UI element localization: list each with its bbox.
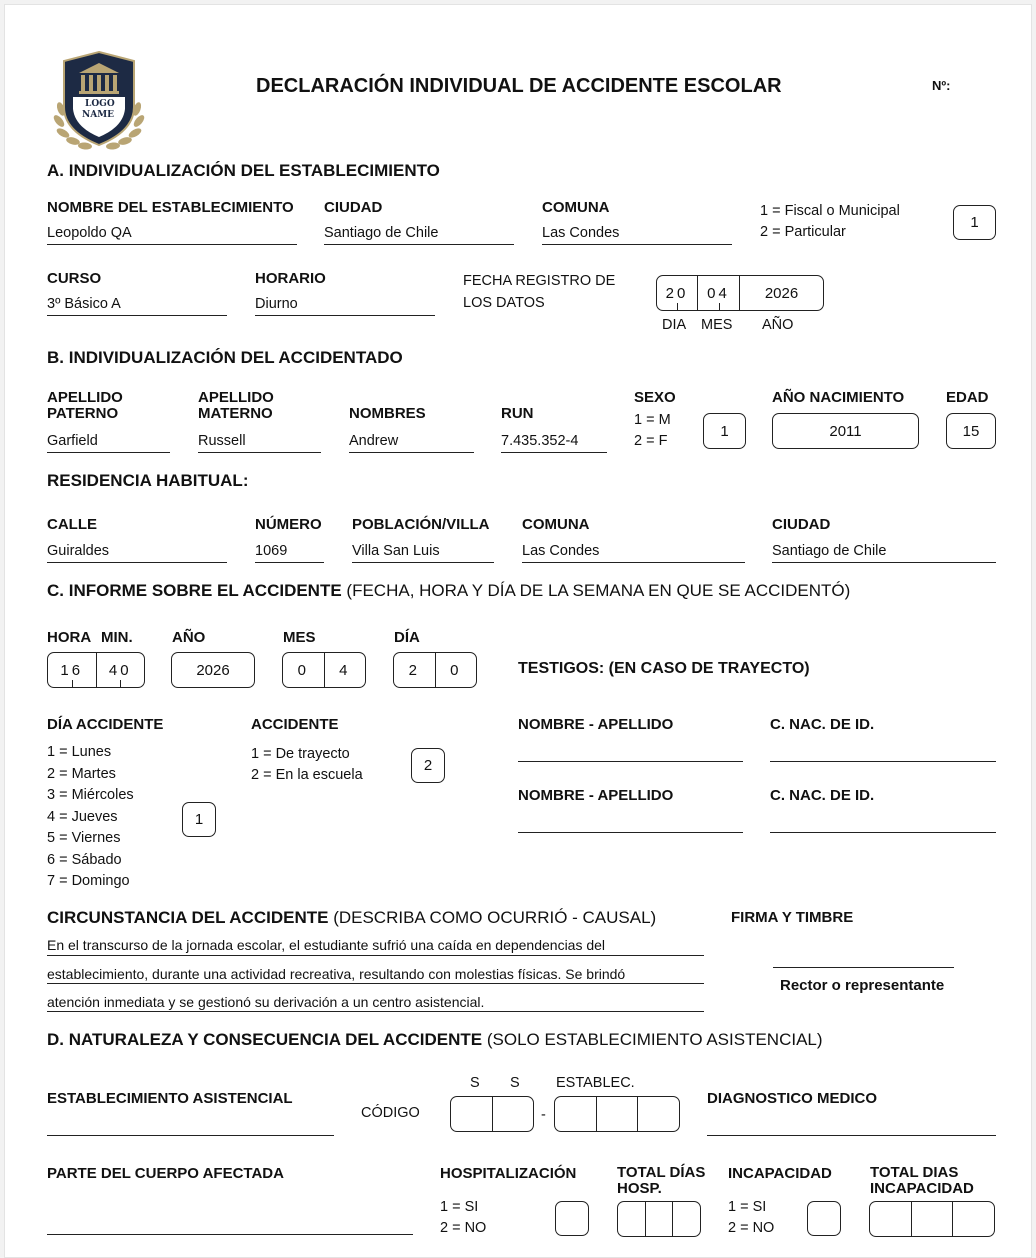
sex-box[interactable]: 1 — [703, 413, 746, 449]
weekday-3: 3 = Miércoles — [47, 787, 134, 803]
schedule-underline — [255, 315, 435, 316]
code-s1-caption: S — [470, 1075, 480, 1091]
weekday-6: 6 = Sábado — [47, 851, 122, 868]
code-dash: - — [541, 1107, 546, 1123]
accident-day-box[interactable]: 1 — [182, 802, 216, 837]
circumstance-title-note: (DESCRIBA COMO OCURRIÓ - CAUSAL) — [333, 908, 657, 927]
code-ss-box — [450, 1096, 534, 1132]
maternal-field[interactable]: Russell — [198, 433, 246, 449]
section-c-title-note: (FECHA, HORA Y DÍA DE LA SEMANA EN QUE SE ACCIDENTÓ) — [346, 581, 851, 600]
total-hosp-digit-2[interactable] — [645, 1202, 673, 1236]
course-field[interactable]: 3º Básico A — [47, 296, 121, 312]
code-s1-field[interactable] — [451, 1097, 492, 1131]
circumstance-underline-2 — [47, 983, 704, 984]
facility-line[interactable] — [47, 1135, 334, 1136]
code-estab-box — [554, 1096, 680, 1132]
commune-field[interactable]: Las Condes — [542, 225, 620, 241]
total-inc-label-2: INCAPACIDAD — [870, 1180, 974, 1197]
sex-option-1: 1 = M — [634, 412, 671, 428]
section-c-title-main: C. INFORME SOBRE EL ACCIDENTE — [47, 581, 342, 600]
weekday-1: 1 = Lunes — [47, 744, 112, 760]
body-part-label: PARTE DEL CUERPO AFECTADA — [47, 1165, 284, 1182]
birth-year-box[interactable]: 2011 — [772, 413, 919, 449]
total-hosp-digit-3[interactable] — [672, 1202, 700, 1236]
maternal-label-1: APELLIDO — [198, 389, 274, 406]
circumstance-title-main: CIRCUNSTANCIA DEL ACCIDENTE — [47, 908, 329, 927]
witnesses-title: TESTIGOS: (EN CASO DE TRAYECTO) — [518, 660, 810, 677]
village-underline — [352, 562, 494, 563]
circumstance-line-1[interactable]: En el transcurso de la jornada escolar, el estudiante sufrió una caída en dependencias del — [47, 937, 606, 953]
type-option-2: 2 = Particular — [760, 224, 846, 240]
signer-label: Rector o representante — [780, 977, 945, 994]
res-city-label: CIUDAD — [772, 516, 831, 533]
circumstance-title — [47, 908, 656, 928]
witness-1-name-label: NOMBRE - APELLIDO — [518, 716, 674, 733]
establishment-underline — [47, 244, 297, 245]
circumstance-line-3[interactable]: atención inmediata y se gestionó su derivación a un centro asistencial. — [47, 994, 485, 1010]
accident-type-label: ACCIDENTE — [251, 716, 339, 733]
acc-day-digit-1[interactable]: 2 — [408, 661, 420, 679]
witness-2-name-line[interactable] — [518, 832, 743, 833]
accident-option-2: 2 = En la escuela — [251, 767, 363, 783]
paternal-label-2: PATERNO — [47, 405, 119, 422]
hour-field[interactable]: 16 — [48, 653, 96, 687]
sex-label: SEXO — [634, 389, 676, 406]
names-underline — [349, 452, 474, 453]
code-estab-field-2[interactable] — [596, 1097, 638, 1131]
circumstance-underline-3 — [47, 1011, 704, 1012]
acc-month-label: MES — [283, 629, 316, 646]
age-box[interactable]: 15 — [946, 413, 996, 449]
establishment-type-box[interactable]: 1 — [953, 205, 996, 240]
hosp-option-1: 1 = SI — [440, 1199, 479, 1215]
section-d-title-main: D. NATURALEZA Y CONSECUENCIA DEL ACCIDENTE — [47, 1030, 483, 1049]
run-label: RUN — [501, 405, 534, 422]
hosp-option-2: 2 = NO — [440, 1220, 487, 1236]
village-label: POBLACIÓN/VILLA — [352, 516, 490, 533]
total-hosp-label-1: TOTAL DÍAS — [617, 1164, 706, 1181]
res-commune-field[interactable]: Las Condes — [522, 543, 600, 559]
reg-month-caption: MES — [701, 317, 733, 333]
reg-day-caption: DIA — [662, 317, 687, 333]
house-number-field[interactable]: 1069 — [255, 543, 288, 559]
logo-text-1: LOGO — [85, 99, 115, 109]
residence-title: RESIDENCIA HABITUAL: — [47, 471, 249, 490]
body-part-line[interactable] — [47, 1234, 413, 1235]
accident-day-label: DÍA ACCIDENTE — [47, 716, 164, 733]
reg-date-label-1: FECHA REGISTRO DE — [463, 273, 616, 289]
street-underline — [47, 562, 227, 563]
incapacity-box[interactable] — [807, 1201, 841, 1236]
res-city-field[interactable]: Santiago de Chile — [772, 543, 887, 559]
code-s2-field[interactable] — [492, 1097, 534, 1131]
birth-year-label: AÑO NACIMIENTO — [772, 389, 905, 406]
paternal-underline — [47, 452, 170, 453]
house-number-label: NÚMERO — [255, 516, 322, 533]
run-underline — [501, 452, 607, 453]
witness-1-name-line[interactable] — [518, 761, 743, 762]
witness-2-id-label: C. NAC. DE ID. — [770, 787, 875, 804]
total-inc-digit-1[interactable] — [870, 1202, 911, 1236]
establishment-field[interactable]: Leopoldo QA — [47, 225, 132, 241]
names-label: NOMBRES — [349, 405, 426, 422]
inc-option-2: 2 = NO — [728, 1220, 775, 1236]
city-field[interactable]: Santiago de Chile — [324, 225, 439, 241]
total-inc-digit-3[interactable] — [952, 1202, 994, 1236]
acc-month-digit-2[interactable]: 4 — [324, 653, 366, 687]
form-number-label: Nº: — [932, 78, 951, 93]
accident-form-page — [4, 4, 1032, 1258]
time-box — [47, 652, 145, 688]
schedule-field[interactable]: Diurno — [255, 296, 298, 312]
witness-1-id-label: C. NAC. DE ID. — [770, 716, 875, 733]
acc-year-box[interactable]: 2026 — [171, 652, 255, 688]
res-commune-label: COMUNA — [522, 516, 590, 533]
reg-date-label-2: LOS DATOS — [463, 295, 545, 311]
total-inc-digit-2[interactable] — [911, 1202, 953, 1236]
commune-underline — [542, 244, 732, 245]
paternal-label-1: APELLIDO — [47, 389, 123, 406]
total-hosp-box — [617, 1201, 701, 1237]
total-hosp-label-2: HOSP. — [617, 1180, 662, 1197]
establishment-label: NOMBRE DEL ESTABLECIMIENTO — [47, 199, 294, 216]
circumstance-line-2[interactable]: establecimiento, durante una actividad recreativa, resultando con molestias físicas. Se brindó — [47, 966, 626, 982]
code-label: CÓDIGO — [361, 1105, 420, 1121]
logo-text-2: NAME — [82, 110, 115, 120]
city-label: CIUDAD — [324, 199, 383, 216]
weekday-5: 5 = Viernes — [47, 830, 121, 846]
acc-month-box — [282, 652, 366, 688]
reg-day-field[interactable]: 20 — [657, 276, 697, 310]
section-d-title-note: (SOLO ESTABLECIMIENTO ASISTENCIAL) — [486, 1030, 823, 1049]
course-underline — [47, 315, 227, 316]
acc-month-digit-1[interactable]: 0 — [297, 661, 309, 679]
registration-date-box — [656, 275, 824, 311]
accident-type-box[interactable]: 2 — [411, 748, 445, 783]
minute-label: MIN. — [101, 629, 133, 646]
acc-day-digit-2[interactable]: 0 — [435, 653, 477, 687]
form-title: DECLARACIÓN INDIVIDUAL DE ACCIDENTE ESCOLAR — [256, 75, 782, 97]
witness-1-id-line[interactable] — [770, 761, 996, 762]
code-s2-caption: S — [510, 1075, 520, 1091]
weekday-list — [47, 744, 134, 895]
age-label: EDAD — [946, 389, 989, 406]
total-inc-box — [869, 1201, 995, 1237]
code-estab-field-1[interactable] — [555, 1097, 596, 1131]
hour-label: HORA — [47, 629, 92, 646]
code-estab-field-3[interactable] — [637, 1097, 679, 1131]
run-field[interactable]: 7.435.352-4 — [501, 433, 579, 449]
facility-label: ESTABLECIMIENTO ASISTENCIAL — [47, 1090, 293, 1107]
weekday-4: 4 = Jueves — [47, 808, 118, 825]
street-field[interactable]: Guiraldes — [47, 543, 110, 559]
diagnosis-label: DIAGNOSTICO MEDICO — [707, 1090, 878, 1107]
minute-field[interactable]: 40 — [96, 653, 145, 687]
incapacity-label: INCAPACIDAD — [728, 1165, 832, 1182]
type-option-1: 1 = Fiscal o Municipal — [760, 203, 900, 219]
section-c-title — [47, 581, 850, 601]
maternal-underline — [198, 452, 321, 453]
weekday-7: 7 = Domingo — [47, 873, 130, 889]
signature-label: FIRMA Y TIMBRE — [731, 909, 854, 926]
section-a-title: A. INDIVIDUALIZACIÓN DEL ESTABLECIMIENTO — [47, 161, 440, 180]
res-city-underline — [772, 562, 996, 563]
names-field[interactable]: Andrew — [349, 433, 399, 449]
commune-label: COMUNA — [542, 199, 610, 216]
hospitalization-box[interactable] — [555, 1201, 589, 1236]
accident-option-1: 1 = De trayecto — [251, 746, 350, 762]
village-field[interactable]: Villa San Luis — [352, 543, 440, 559]
reg-month-field[interactable]: 04 — [697, 276, 739, 310]
inc-option-1: 1 = SI — [728, 1199, 767, 1215]
street-label: CALLE — [47, 516, 97, 533]
signature-line[interactable] — [773, 967, 954, 968]
house-number-underline — [255, 562, 324, 563]
witness-2-name-label: NOMBRE - APELLIDO — [518, 787, 674, 804]
total-hosp-digit-1[interactable] — [618, 1202, 645, 1236]
diagnosis-line[interactable] — [707, 1135, 996, 1136]
paternal-field[interactable]: Garfield — [47, 433, 98, 449]
maternal-label-2: MATERNO — [198, 405, 273, 422]
weekday-2: 2 = Martes — [47, 765, 116, 782]
hospitalization-label: HOSPITALIZACIÓN — [440, 1165, 577, 1182]
section-d-title — [47, 1030, 823, 1050]
sex-option-2: 2 = F — [634, 433, 668, 449]
code-estab-caption: ESTABLEC. — [556, 1075, 635, 1091]
acc-day-label: DÍA — [394, 629, 420, 646]
course-label: CURSO — [47, 270, 102, 287]
total-inc-label-1: TOTAL DIAS — [870, 1164, 959, 1181]
acc-day-box — [393, 652, 477, 688]
reg-year-caption: AÑO — [762, 317, 794, 333]
res-commune-underline — [522, 562, 745, 563]
schedule-label: HORARIO — [255, 270, 326, 287]
witness-2-id-line[interactable] — [770, 832, 996, 833]
circumstance-underline-1 — [47, 955, 704, 956]
city-underline — [324, 244, 514, 245]
reg-year-field[interactable]: 2026 — [739, 276, 823, 310]
section-b-title: B. INDIVIDUALIZACIÓN DEL ACCIDENTADO — [47, 348, 403, 367]
acc-year-label: AÑO — [172, 629, 206, 646]
